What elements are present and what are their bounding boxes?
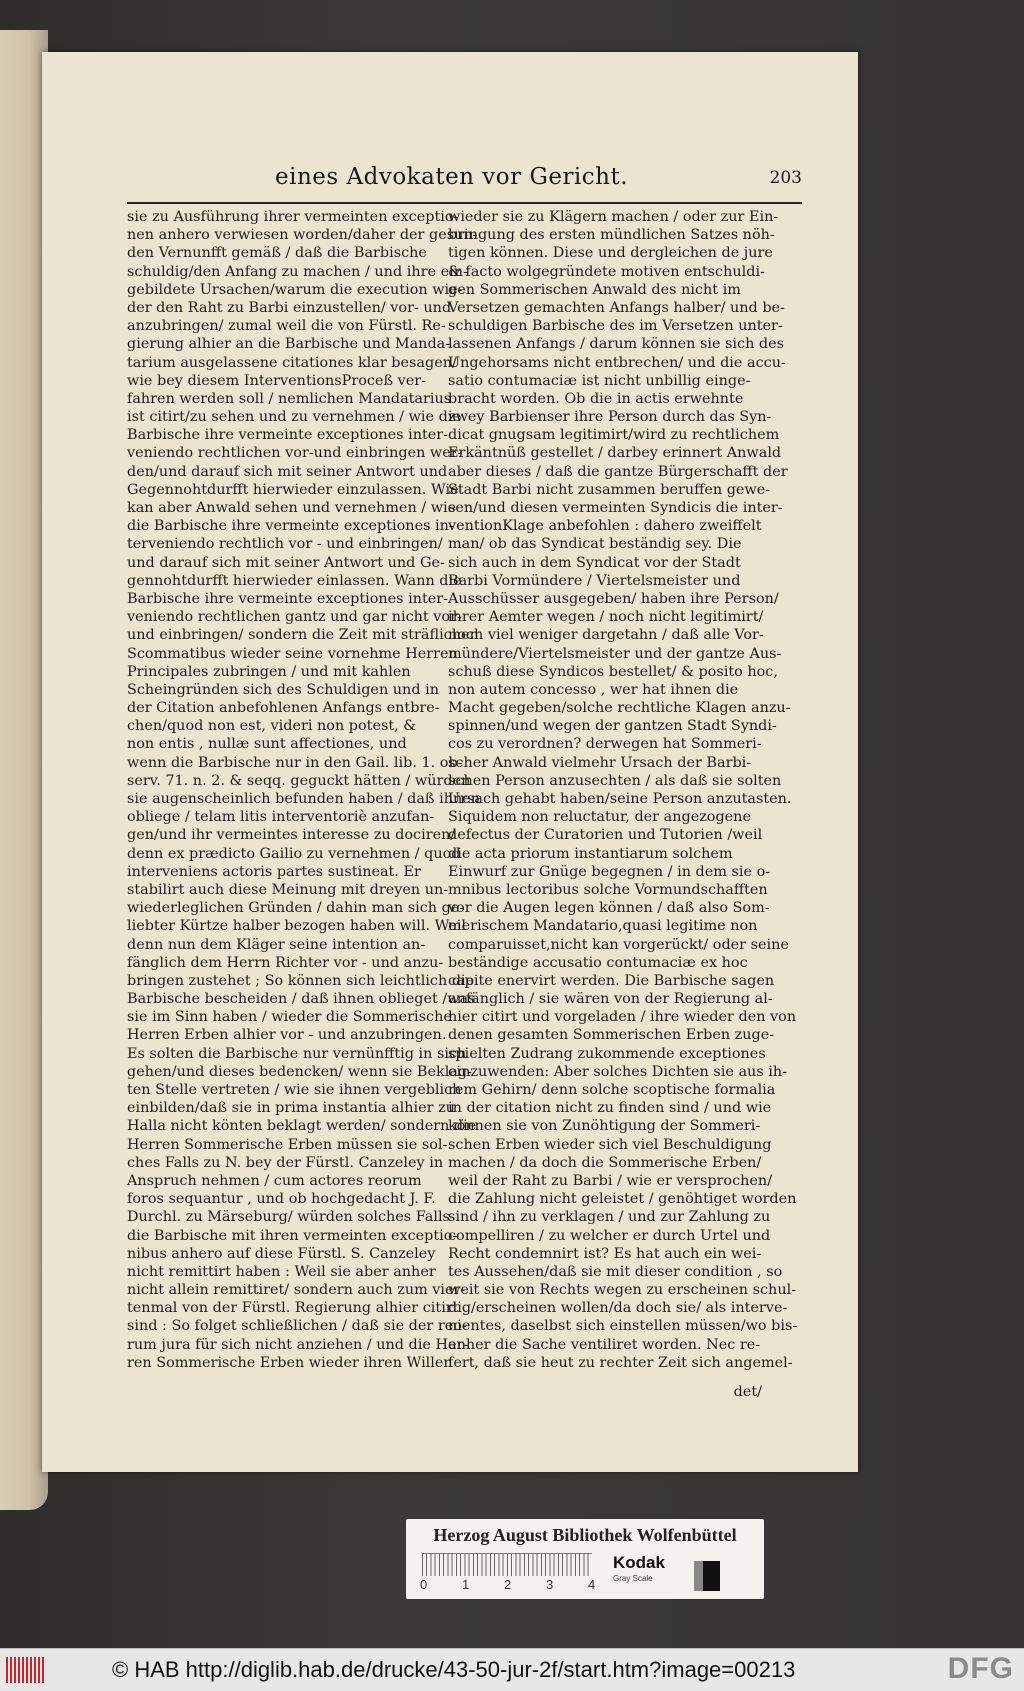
text-line: terveniendo rechtlich vor - und einbringen/ [127,536,443,553]
text-line: zwey Barbienser ihre Person durch das Syn- [448,409,772,426]
text-line: spielten Zudrang zukommende exceptiones [448,1045,766,1062]
text-line: den/und darauf sich mit seiner Antwort und [127,463,448,480]
text-line: man/ ob das Syndicat beständig sey. Die [448,536,742,553]
left-page-edge [0,30,48,1510]
text-line: wie bey diesem InterventionsProceß ver- [127,372,427,389]
text-line: nicht allein remittiret/ sondern auch zum vier- [127,1282,466,1299]
text-line: hier citirt und vorgeladen / ihre wieder den von [448,1009,797,1026]
text-line: einbilden/daß sie in prima instantia alhier zu [127,1100,455,1117]
text-line: tarium ausgelassene citationes klar besagen/ [127,354,457,371]
left-column [127,208,481,1372]
text-line: und einbringen/ sondern die Zeit mit sträflichen [127,627,479,644]
text-line: tes Aussehen/daß sie mit dieser condition , so [448,1263,783,1280]
text-line: schuß diese Syndicos bestellet/ & posito hoc, [448,663,778,680]
text-line: capite enervirt werden. Die Barbische sagen [448,972,775,989]
hab-logo-icon [6,1657,44,1683]
ruler-number: 2 [504,1577,512,1592]
text-line: gen Sommerischen Anwald des nicht im [448,281,741,298]
text-line: sich auch in dem Syndicat vor der Stadt [448,554,741,571]
text-line: veniendo rechtlichen gantz und gar nicht vor- [127,609,462,626]
text-line: chen/quod non est, videri non potest, & [127,718,417,735]
text-line: Ungehorsams nicht entbrechen/ und die accu- [448,354,786,371]
text-line: liebter Kürtze halber bezogen haben will. Weil [127,918,466,935]
dfg-logo: DFG [947,1652,1014,1685]
catchword: det/ [733,1384,762,1400]
text-line: Einwurf zur Gnüge begegnen / in dem sie o- [448,863,771,880]
text-line: cos zu verordnen? derwegen hat Sommeri- [448,736,762,753]
text-line: Versetzen gemachten Anfangs halber/ und be- [448,299,785,316]
text-line: interveniens actoris partes sustineat. Er [127,863,421,880]
text-line: tenmal von der Fürstl. Regierung alhier citirt [127,1300,459,1317]
right-column [448,208,798,1372]
text-line: beständige accusatio contumaciæ ex hoc [448,954,748,971]
text-line: non entis , nullæ sunt affectiones, und [127,736,407,753]
text-line: tigen können. Diese und dergleichen de jure [448,245,773,262]
header-rule [127,202,802,204]
text-line: sind : So folget schließlichen / daß sie der reo- [127,1318,467,1335]
text-line: gierung alhier an die Barbische und Manda- [127,336,451,353]
text-line: Ausschüsser ausgegeben/ haben ihre Person/ [448,590,779,607]
text-line: können sie von Zunöhtigung der Sommeri- [448,1118,761,1135]
page-content [127,112,802,1412]
text-line: compelliren / zu welcher er durch Urtel und [448,1227,771,1244]
text-line: gen/und ihr vermeintes interesse zu dociren/ [127,827,456,844]
text-line: schen Erben wieder sich viel Beschuldigung [448,1136,772,1153]
text-line: defectus der Curatorien und Tutorien /weil [448,827,763,844]
text-line: weit sie von Rechts wegen zu erscheinen schul- [448,1282,797,1299]
gray-scale-label: Gray Scale [613,1574,653,1583]
text-line: bringung des ersten mündlichen Satzes nöh- [448,227,775,244]
text-line: anzubringen/ zumal weil die von Fürstl. Re- [127,318,446,335]
text-line: die acta priorum instantiarum solchem [448,845,733,862]
text-line: Gegennohtdurfft hierwieder einzulassen. Wie [127,481,459,498]
page-number: 203 [769,168,802,188]
text-line: Barbische ihre vermeinte exceptiones inter- [127,427,449,444]
text-line: foros sequantur , und ob hochgedacht J. F. [127,1191,436,1208]
text-line: bracht worden. Ob die in actis erwehnte [448,390,744,407]
text-line: nibus anhero auf diese Fürstl. S. Canzeley [127,1245,436,1262]
text-line: Siquidem non reluctatur, der angezogene [448,809,751,826]
text-line: sie im Sinn haben / wieder die Sommerische [127,1009,452,1026]
text-line: Anspruch nehmen / cum actores reorum [127,1172,422,1189]
text-line: die Zahlung nicht geleistet / genöhtiget worden [448,1191,797,1208]
text-line: Barbische ihre vermeinte exceptiones inter- [127,590,449,607]
text-line: denen gesamten Sommerischen Erben zuge- [448,1027,775,1044]
book-page [42,52,858,1472]
text-line: fert, daß sie heut zu rechter Zeit sich angemel- [448,1354,793,1371]
text-line: mündere/Viertelsmeister und der gantze Aus- [448,645,782,662]
scale-ruler [422,1553,592,1576]
footer-credit-link[interactable]: © HAB http://diglib.hab.de/drucke/43-50-jur-2f/start.htm?image=00213 [112,1657,796,1682]
running-head [127,164,802,204]
ruler-numbers [420,1577,610,1593]
text-line: der den Raht zu Barbi einzustellen/ vor- und [127,299,452,316]
ruler-number: 3 [546,1577,554,1592]
text-line: mnibus lectoribus solche Vormundschafften [448,881,768,898]
text-line: serv. 71. n. 2. & seqq. geguckt hätten / würden [127,772,471,789]
text-line: in der citation nicht zu finden sind / und wie [448,1100,772,1117]
text-line: ren Sommerische Erben wieder ihren Willen [127,1354,453,1371]
text-line: Barbische bescheiden / daß ihnen oblieget /was [127,991,476,1008]
text-line: non autem concesso , wer hat ihnen die [448,681,739,698]
text-line: nicht remittirt haben : Weil sie aber anher [127,1263,436,1280]
text-line: Es solten die Barbische nur vernünfftig in sich [127,1045,467,1062]
text-line: vor die Augen legen können / daß also Som- [448,900,770,917]
text-line: noch viel weniger dargetahn / daß alle Vor- [448,627,764,644]
text-line: Barbi Vormündere / Viertelsmeister und [448,572,741,589]
text-line: Durchl. zu Märseburg/ würden solches Falls [127,1209,450,1226]
text-line: Principales zubringen / und mit kahlen [127,663,411,680]
text-line: fahren werden soll / nemlichen Mandatarius [127,390,452,407]
library-name: Herzog August Bibliothek Wolfenbüttel [433,1525,737,1545]
text-line: machen / da doch die Sommerische Erben/ [448,1154,762,1171]
text-line: ist citirt/zu sehen und zu vernehmen / wie die [127,409,461,426]
text-line: denn ex prædicto Gailio zu vernehmen / quod [127,845,461,862]
text-line: sen/und diesen vermeinten Syndicis die inter- [448,500,783,516]
reference-card [406,1519,764,1599]
text-line: Scheingründen sich des Schuldigen und in [127,681,439,698]
text-line: weil der Raht zu Barbi / wie er versprochen/ [448,1172,773,1189]
text-line: Stadt Barbi nicht zusammen beruffen gewe- [448,481,771,498]
text-line: gebildete Ursachen/warum die execution wie- [127,281,463,298]
text-line: aber dieses / daß die gantze Bürgerschafft der [448,463,788,480]
text-line: stabilirt auch diese Meinung mit dreyen un- [127,881,449,898]
text-line: ten Stelle vertreten / wie sie ihnen vergeblich [127,1082,462,1098]
text-line: Scommatibus wieder seine vornehme Herren [127,645,458,662]
text-line: sind / ihn zu verklagen / und zur Zahlung zu [448,1209,771,1226]
text-line: und darauf sich mit seiner Antwort und Ge- [127,554,445,571]
text-line: satio contumaciæ ist nicht unbillig einge- [448,372,751,389]
text-line: der Citation anbefohlenen Anfangs entbre- [127,700,440,717]
text-line: die Barbische ihre vermeinte exceptiones in- [127,518,454,535]
text-line: schen Person anzusechten / als daß sie solten [448,772,782,789]
text-line: ventionKlage anbefohlen : dahero zweiffelt [448,518,762,535]
text-line: bringen zustehet ; So können sich leichtlich die [127,972,475,989]
text-line: die Barbische mit ihren vermeinten exceptio- [127,1227,458,1244]
ruler-number: 0 [420,1577,428,1592]
text-line: schuldig/den Anfang zu machen / und ihre ein- [127,263,468,280]
text-line: ihrer Aemter wegen / noch nicht legitimirt/ [448,609,764,626]
text-line: sie augenscheinlich befunden haben / daß ihnen [127,791,481,807]
running-title: eines Advokaten vor Gericht. [275,164,629,190]
text-line: denn nun dem Kläger seine intention an- [127,936,426,953]
text-line: obliege / telam litis interventoriè anzufan- [127,809,435,826]
text-line: Herren Sommerische Erben müssen sie sol- [127,1136,448,1153]
text-line: wiederleglichen Gründen / dahin man sich ge- [127,900,465,917]
text-line: lassenen Anfangs / darum können sie sich des [448,336,785,353]
text-line: einzuwenden: Aber solches Dichten sie aus ih- [448,1063,788,1080]
footer-bar [0,1648,1024,1691]
text-line: wenn die Barbische nur in den Gail. lib. 1. ob- [127,754,463,771]
text-line: schuldigen Barbische des im Versetzen unter- [448,318,783,335]
text-line: den Vernunfft gemäß / daß die Barbische [127,245,427,262]
text-line: anfänglich / sie wären von der Regierung al- [448,991,773,1008]
ruler-number: 1 [462,1577,470,1592]
text-line: merischem Mandatario,quasi legitime non [448,918,758,935]
text-line: nen anhero verwiesen worden/daher der gesun- [127,227,478,244]
text-line: rum jura für sich nicht anziehen / und die Her- [127,1336,469,1353]
text-line: spinnen/und wegen der gantzen Stadt Syndi- [448,718,777,735]
text-line: fänglich dem Herrn Richter vor - und anzu- [127,954,444,971]
text-line: Macht gegeben/solche rechtliche Klagen anzu- [448,700,791,717]
ruler-number: 4 [588,1577,596,1592]
text-line: Ursach gehabt haben/seine Person anzutasten. [448,791,792,807]
text-line: kan aber Anwald sehen und vernehmen / wie [127,500,457,516]
text-line: dicat gnugsam legitimirt/wird zu rechtlichem [448,427,780,444]
text-line: gennohtdurfft hierwieder einlassen. Wann die [127,572,462,589]
kodak-logo: Kodak [613,1553,665,1572]
text-line: veniendo rechtlichen vor-und einbringen wer- [127,445,463,462]
text-line: wieder sie zu Klägern machen / oder zur Ein- [448,209,779,225]
text-line: comparuisset,nicht kan vorgerückt/ oder seine [448,936,789,953]
text-line: anher die Sache ventiliret worden. Nec re- [448,1336,761,1353]
text-line: rem Gehirn/ denn solche scoptische formalia [448,1082,776,1098]
gray-scale-swatch [694,1561,720,1591]
text-line: dig/erscheinen wollen/da doch sie/ als interve- [448,1300,788,1317]
text-line: & facto wolgegründete motiven entschuldi- [448,263,765,280]
text-line: Recht condemnirt ist? Es hat auch ein wei- [448,1245,762,1262]
text-line: gehen/und dieses bedencken/ wenn sie Beklag- [127,1063,472,1080]
text-line: Herren Erben alhier vor - und anzubringen. [127,1027,447,1044]
text-line: Halla nicht könten beklagt werden/ sondern die [127,1118,477,1135]
text-line: ches Falls zu N. bey der Fürstl. Canzeley in [127,1154,444,1171]
text-line: scher Anwald vielmehr Ursach der Barbi- [448,754,752,771]
text-line: nientes, daselbst sich einstellen müssen/wo bis- [448,1318,798,1335]
text-line: Erkäntnüß gestellet / darbey erinnert Anwald [448,445,782,462]
text-line: sie zu Ausführung ihrer vermeinten exceptio- [127,209,459,225]
